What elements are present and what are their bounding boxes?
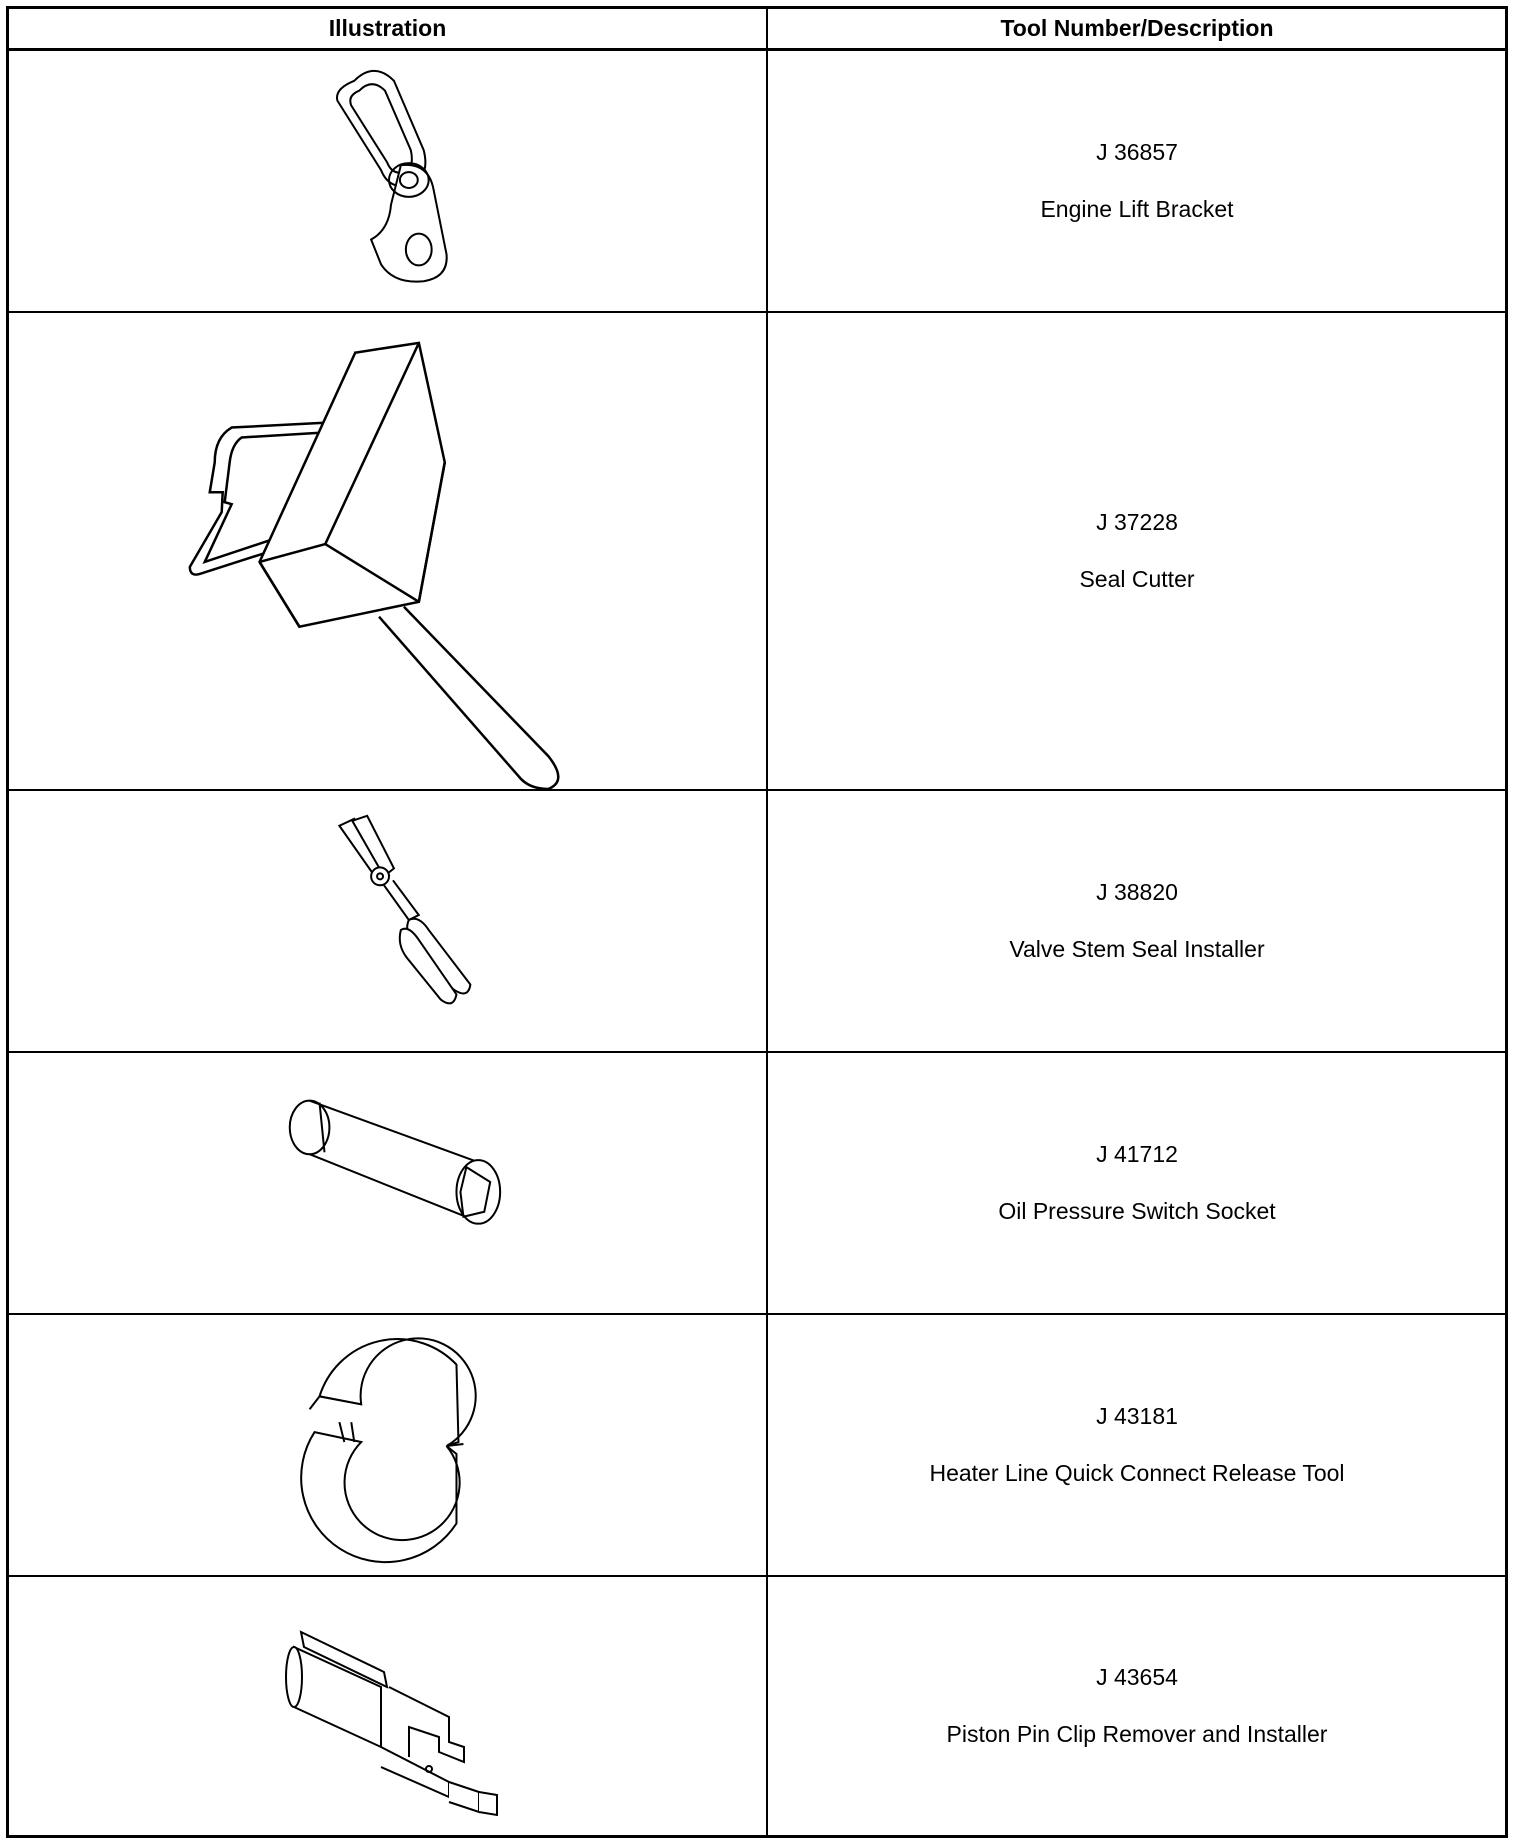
table-row — [9, 1315, 1505, 1577]
tool-cell — [769, 1577, 1505, 1835]
tool-description: Piston Pin Clip Remover and Installer — [946, 1721, 1328, 1747]
column-divider — [766, 9, 768, 1835]
header-tool-description: Tool Number/Description — [1000, 15, 1274, 41]
header-illustration: Illustration — [328, 15, 447, 41]
tool-table — [6, 6, 1508, 1838]
tool-cell — [769, 791, 1505, 1051]
tool-cell — [769, 1053, 1505, 1313]
tool-description: Heater Line Quick Connect Release Tool — [929, 1460, 1345, 1486]
table-header — [9, 9, 1505, 51]
tool-cell — [769, 1315, 1505, 1575]
tool-description: Engine Lift Bracket — [1040, 196, 1234, 222]
tool-number: J 41712 — [1096, 1141, 1178, 1167]
tool-number: J 37228 — [1096, 509, 1178, 535]
seal-cutter-illustration — [9, 313, 766, 789]
table-row — [9, 1577, 1505, 1835]
table-row — [9, 791, 1505, 1053]
tool-description: Oil Pressure Switch Socket — [998, 1198, 1276, 1224]
tool-number: J 43654 — [1096, 1664, 1178, 1690]
table-row — [9, 1053, 1505, 1315]
tool-number: J 38820 — [1096, 879, 1178, 905]
table-row — [9, 313, 1505, 791]
piston-pin-clip-tool-illustration — [9, 1577, 766, 1835]
tool-cell — [769, 313, 1505, 789]
tool-number: J 43181 — [1096, 1403, 1178, 1429]
engine-lift-bracket-illustration — [9, 51, 766, 311]
quick-connect-release-tool-illustration — [9, 1315, 766, 1575]
tool-cell — [769, 51, 1505, 311]
tool-number: J 36857 — [1096, 139, 1178, 165]
tool-description: Valve Stem Seal Installer — [1009, 936, 1265, 962]
table-row — [9, 51, 1505, 313]
oil-pressure-switch-socket-illustration — [9, 1053, 766, 1313]
tool-description: Seal Cutter — [1079, 566, 1195, 592]
valve-stem-seal-installer-illustration — [9, 791, 766, 1051]
